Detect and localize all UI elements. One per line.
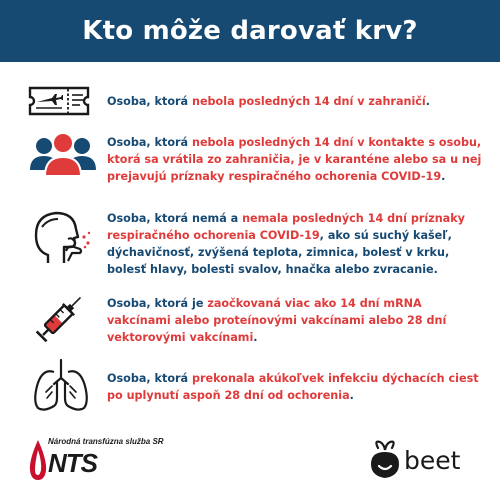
text-part: . bbox=[349, 389, 354, 402]
beet-logo-icon bbox=[368, 440, 402, 480]
text-part: Osoba, ktorá bbox=[107, 372, 192, 385]
syringe-icon bbox=[30, 288, 90, 348]
beet-logo-text: beet bbox=[404, 446, 461, 475]
text-part: . bbox=[425, 95, 431, 108]
nts-org-name: Národná transfúzna služba SR bbox=[48, 437, 164, 446]
coughing-person-icon bbox=[28, 205, 92, 267]
text-part: Osoba, ktorá bbox=[107, 95, 192, 108]
highlight-part: zaočkovaná viac ako 14 dní mRNA vakcínami alebo proteínovými vakcínami alebo 28 dní vektorovými vakcínami bbox=[107, 297, 447, 344]
nts-drop-logo bbox=[28, 438, 48, 482]
text-part: Osoba, ktorá bbox=[107, 136, 192, 149]
text-part: Osoba, ktorá nemá a bbox=[107, 212, 243, 225]
page-title: Kto môže darovať krv? bbox=[82, 16, 418, 46]
highlight-part: nebola posledných 14 dní v zahraničí bbox=[192, 95, 426, 108]
condition-text-5 bbox=[107, 370, 487, 404]
text-part: . bbox=[441, 170, 446, 183]
plane-ticket-icon bbox=[28, 80, 90, 120]
condition-text-4 bbox=[107, 295, 487, 346]
text-part: . bbox=[253, 331, 258, 344]
title-banner bbox=[0, 0, 500, 62]
lungs-icon bbox=[32, 358, 90, 414]
highlight-part: prekonala akúkoľvek infekciu dýchacích ciest po uplynutí aspoň 28 dní od ochorenia bbox=[107, 372, 479, 402]
highlight-part: nebola posledných 14 dní v kontakte s osobu, ktorá sa vrátila zo zahraničia, je v karanténe alebo sa u nej prejavujú príznaky respiračného ochorenia COVID-19 bbox=[107, 136, 482, 183]
highlight-part: nemala posledných 14 dní príznaky respiračného ochorenia COVID-19 bbox=[107, 212, 465, 242]
nts-logo-text: NTS bbox=[48, 448, 97, 478]
people-icon bbox=[28, 130, 98, 178]
text-part: Osoba, ktorá je bbox=[107, 297, 208, 310]
condition-text-2 bbox=[107, 134, 487, 185]
condition-text-3 bbox=[107, 210, 487, 278]
text-part: , ako sú suchý kašeľ, dýchavičnosť, zvýšená teplota, zimnica, bolesť v krku, bolesť hlavy, bolesti svalov, hnačka alebo zvracanie. bbox=[107, 229, 452, 276]
condition-text-1 bbox=[107, 93, 487, 110]
